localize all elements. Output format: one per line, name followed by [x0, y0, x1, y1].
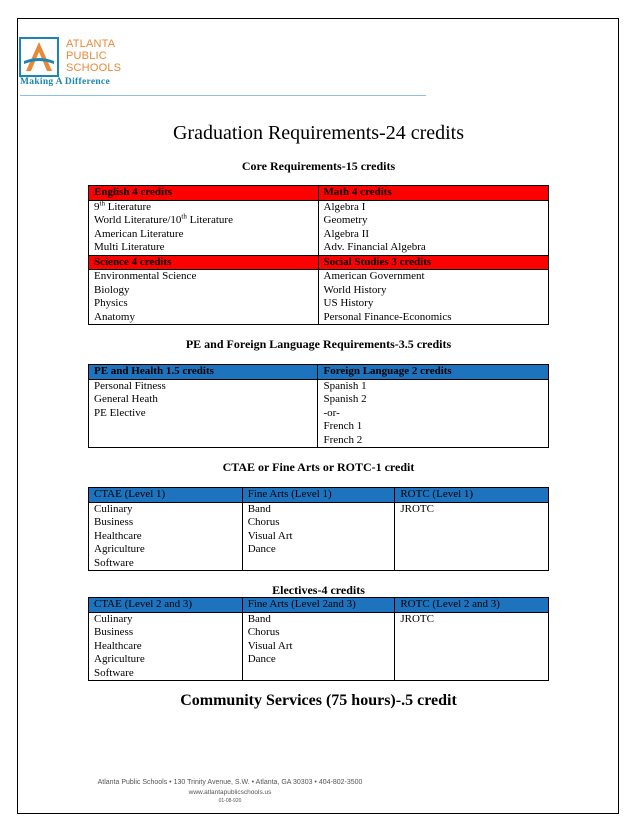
- logo-line3: SCHOOLS: [66, 62, 122, 74]
- list-item: JROTC: [400, 612, 434, 625]
- electives-col2: [242, 612, 395, 681]
- pe-item: PE Elective: [94, 406, 146, 419]
- math-item: Geometry: [323, 214, 368, 226]
- english-list: [89, 200, 319, 255]
- list-item: Visual Art: [247, 529, 293, 542]
- pe-lang-header-row: [89, 365, 549, 380]
- english-item: American Literature: [94, 227, 184, 240]
- electives-header-arts: Fine Arts (Level 2and 3): [242, 598, 395, 613]
- social-item: American Government: [323, 270, 425, 282]
- logo-line2: PUBLIC: [66, 50, 107, 62]
- pe-lang-table: [88, 364, 549, 448]
- ctae1-header-ctae: CTAE (Level 1): [89, 488, 243, 503]
- lang-item: French 2: [323, 433, 363, 446]
- ctae1-header-row: [89, 488, 549, 503]
- footer-website: www.atlantapublicschools.us: [188, 789, 272, 796]
- list-item: Band: [247, 502, 271, 515]
- social-header: Social Studies 3 credits: [318, 255, 548, 270]
- lang-item: Spanish 2: [323, 393, 367, 405]
- electives-col3: [395, 612, 549, 681]
- ctae1-col3: [395, 502, 549, 571]
- list-item: Software: [94, 556, 134, 569]
- ctae1-table: [88, 487, 549, 571]
- list-item: Healthcare: [94, 639, 142, 652]
- community-service-heading: Community Services (75 hours)-.5 credit: [180, 692, 457, 709]
- header-rule: [20, 95, 426, 96]
- list-item: Healthcare: [94, 529, 142, 542]
- science-header: Science 4 credits: [89, 255, 319, 270]
- electives-heading: Electives-4 credits: [272, 583, 365, 597]
- ctae1-header-rotc: ROTC (Level 1): [395, 488, 549, 503]
- list-item: Business: [94, 516, 134, 528]
- ctae1-header-arts: Fine Arts (Level 1): [242, 488, 395, 503]
- english-item-1: 9th Literature: [94, 198, 152, 213]
- list-item: Business: [94, 626, 134, 638]
- list-item: Culinary: [94, 612, 133, 625]
- pe-lang-row: [89, 379, 549, 448]
- aps-logo-icon: [19, 37, 59, 77]
- lang-header: Foreign Language 2 credits: [318, 365, 549, 380]
- english-item: [94, 198, 313, 215]
- lang-list: [318, 379, 549, 448]
- list-item: Chorus: [247, 516, 280, 528]
- math-item: Adv. Financial Algebra: [323, 241, 426, 253]
- logo-tagline: Making A Difference: [20, 77, 110, 87]
- science-item: Physics: [94, 297, 128, 309]
- logo-line1: ATLANTA: [66, 38, 116, 50]
- list-item: Band: [247, 612, 271, 625]
- pe-item: Personal Fitness: [94, 379, 166, 392]
- lang-item: Spanish 1: [323, 379, 367, 392]
- core-heading: Core Requirements-15 credits: [241, 159, 396, 173]
- social-item: Personal Finance-Economics: [323, 310, 452, 323]
- social-item: US History: [323, 297, 374, 309]
- electives-col1: [89, 612, 243, 681]
- ctae1-col2: [242, 502, 395, 571]
- core-table: [88, 185, 549, 325]
- list-item: Culinary: [94, 502, 133, 515]
- list-item: JROTC: [400, 502, 434, 515]
- logo-text: [64, 38, 121, 74]
- social-item: World History: [323, 283, 387, 296]
- science-item: Biology: [94, 283, 130, 296]
- ctae1-heading: CTAE or Fine Arts or ROTC-1 credit: [222, 460, 415, 474]
- list-item: Agriculture: [94, 543, 145, 555]
- math-list: [318, 200, 548, 255]
- pe-header: PE and Health 1.5 credits: [89, 365, 318, 380]
- list-item: Software: [94, 666, 134, 679]
- lang-item: French 1: [323, 420, 363, 432]
- core-row-2: [89, 270, 549, 325]
- ctae1-row: [89, 502, 549, 571]
- page-title: Graduation Requirements-24 credits: [172, 122, 465, 144]
- core-row-1: [89, 200, 549, 255]
- footer-address: Atlanta Public Schools • 130 Trinity Avenue, S.W. • Atlanta, GA 30303 • 404-802-3500: [97, 779, 363, 786]
- ctae1-col1: [89, 502, 243, 571]
- math-header: Math 4 credits: [318, 186, 548, 201]
- pe-lang-heading: PE and Foreign Language Requirements-3.5 credits: [185, 337, 452, 351]
- math-item: Algebra I: [323, 200, 366, 213]
- science-item: Environmental Science: [94, 270, 197, 282]
- english-item: Multi Literature: [94, 241, 165, 253]
- pe-item: General Heath: [94, 393, 158, 405]
- footer-code: 01-08-920: [218, 798, 242, 804]
- electives-table: [88, 597, 549, 681]
- math-item: Algebra II: [323, 227, 370, 240]
- list-item: Agriculture: [94, 653, 145, 665]
- list-item: Dance: [247, 653, 276, 665]
- core-header-row: [89, 186, 549, 201]
- pe-list: [89, 379, 318, 448]
- electives-row: [89, 612, 549, 681]
- list-item: Visual Art: [247, 639, 293, 652]
- list-item: Chorus: [247, 626, 280, 638]
- electives-header-row: [89, 598, 549, 613]
- electives-header-rotc: ROTC (Level 2 and 3): [395, 598, 549, 613]
- english-item: World Literature/10th Literature: [94, 212, 233, 226]
- science-list: [89, 270, 319, 325]
- electives-header-ctae: CTAE (Level 2 and 3): [89, 598, 243, 613]
- lang-item: -or-: [323, 406, 340, 419]
- social-list: [318, 270, 548, 325]
- core-header-row-2: [89, 255, 549, 270]
- english-header: English 4 credits: [89, 186, 319, 201]
- list-item: Dance: [247, 543, 276, 555]
- science-item: Anatomy: [94, 310, 135, 323]
